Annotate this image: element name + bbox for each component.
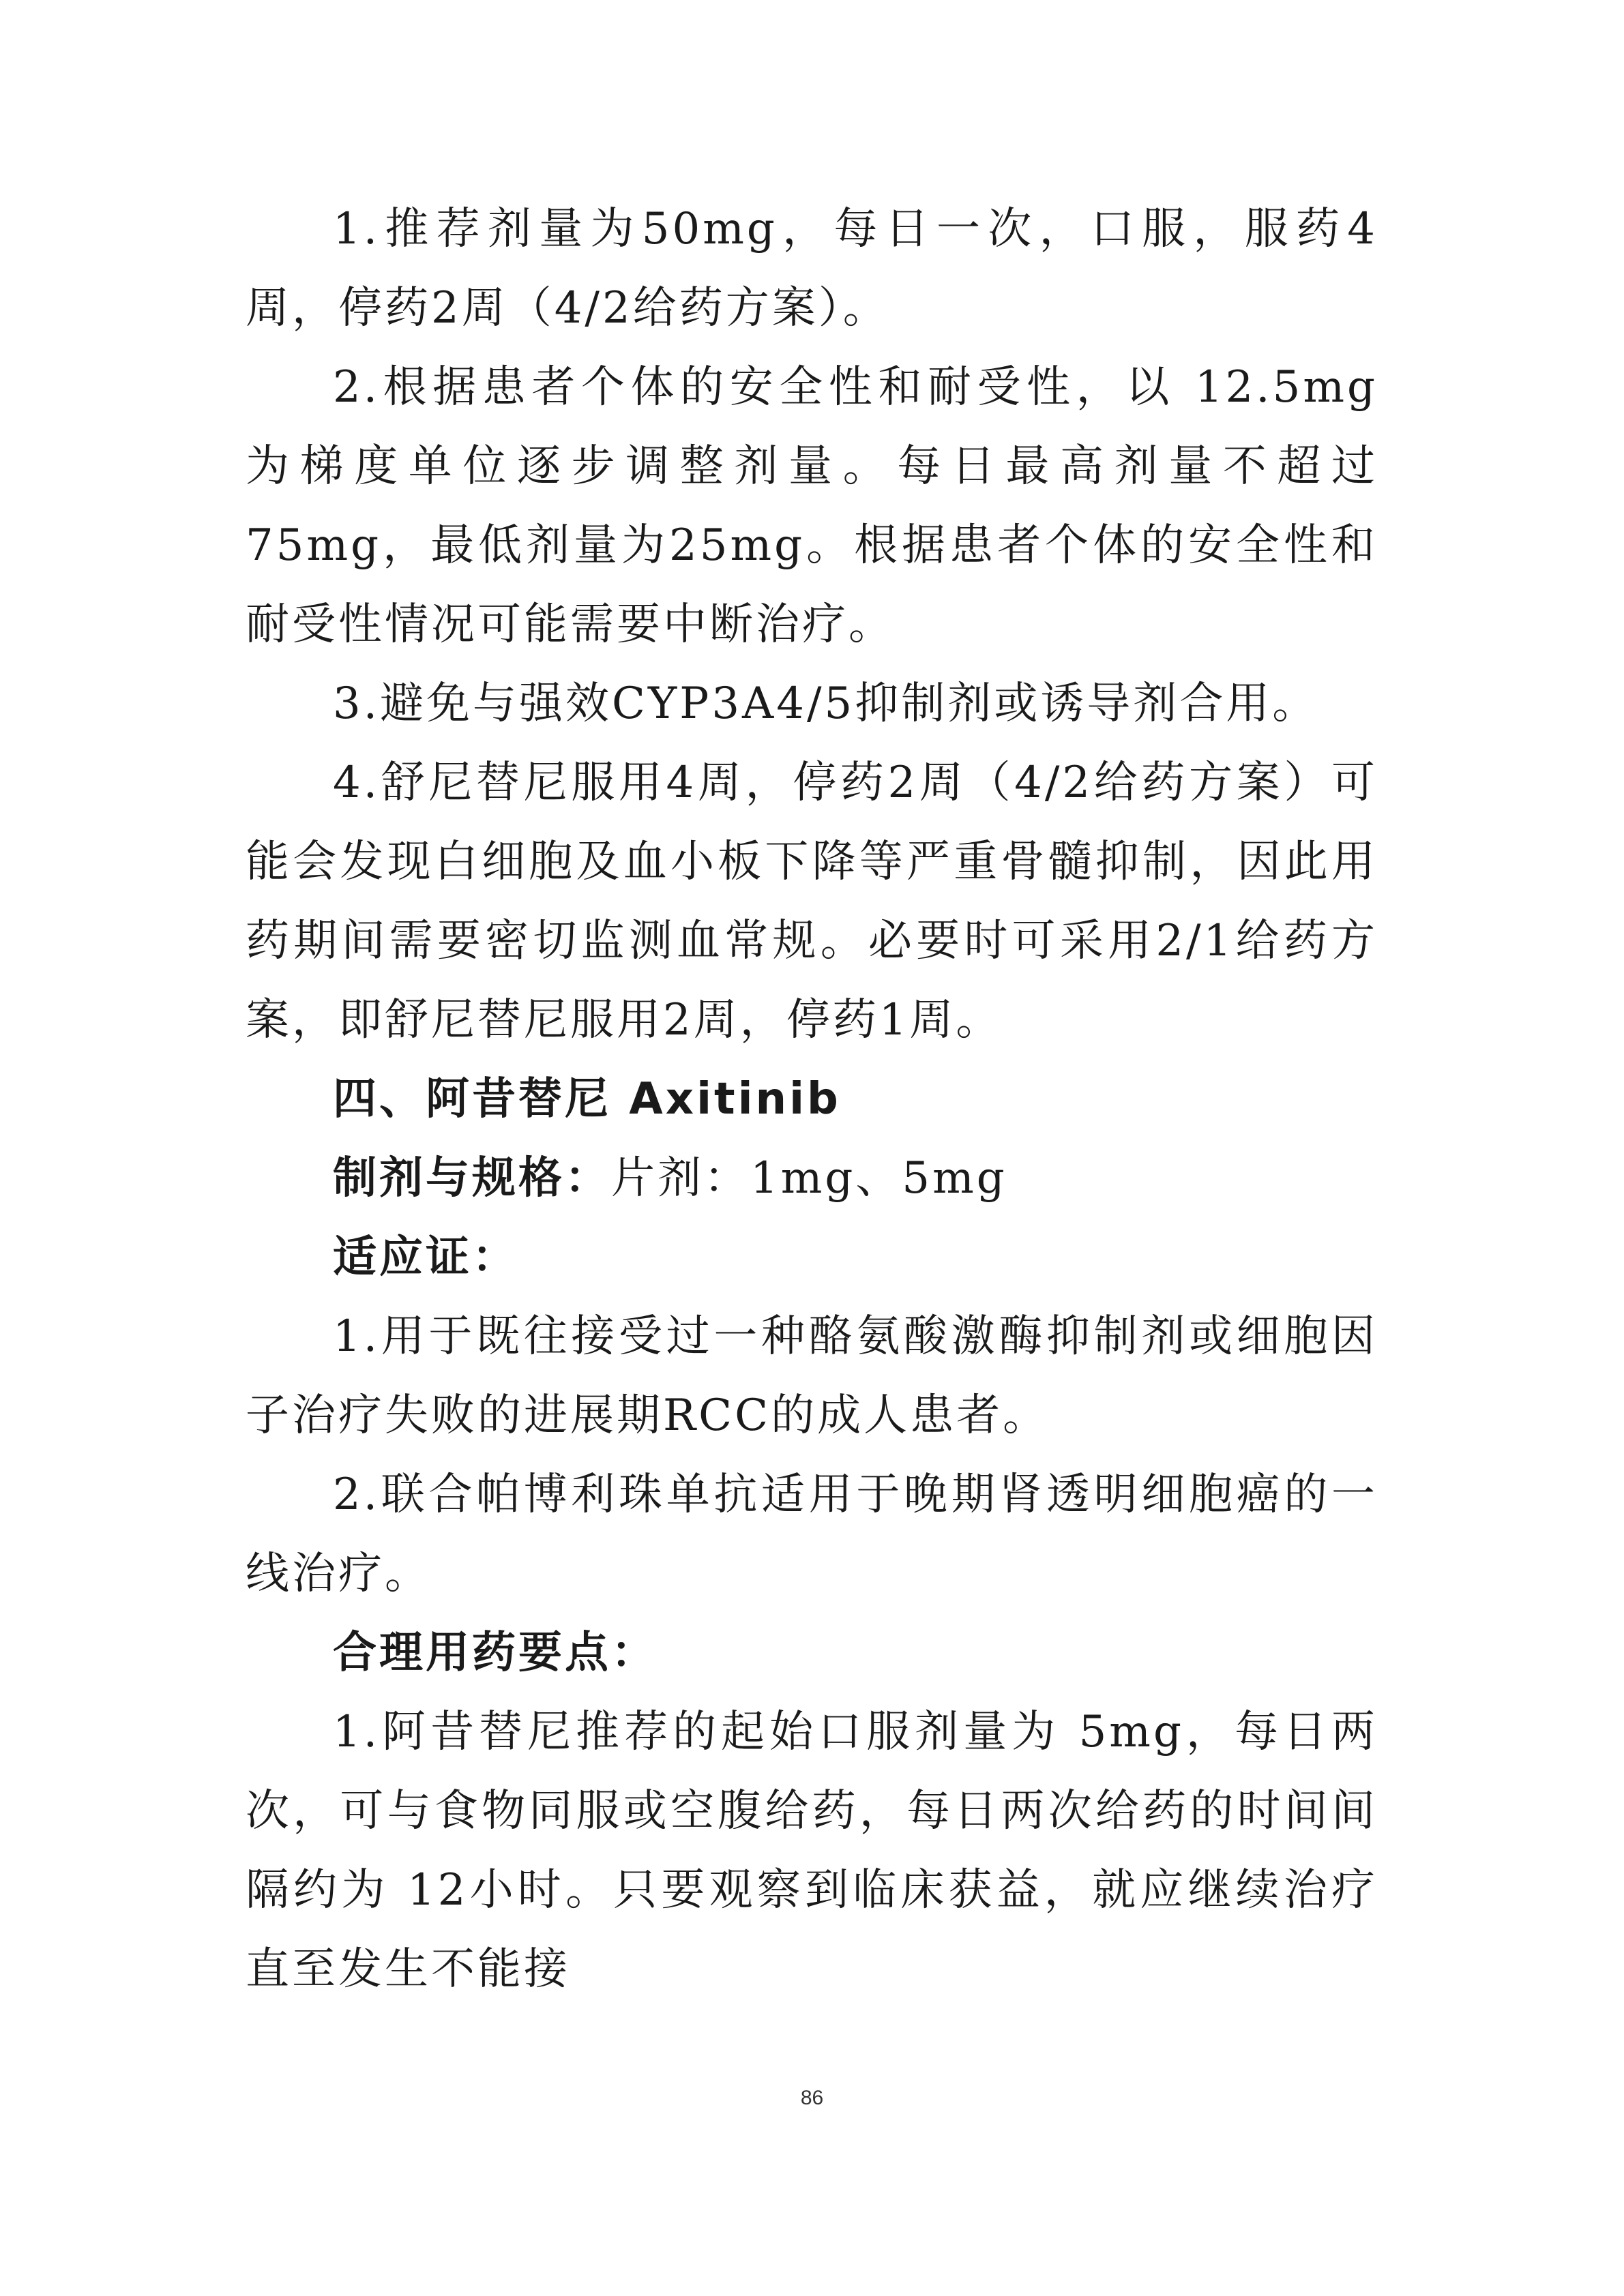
section-heading-axitinib: 四、阿昔替尼 Axitinib: [333, 1074, 841, 1124]
paragraph-dose-4: 4.舒尼替尼服用4周，停药2周（4/2给药方案）可能会发现白细胞及血小板下降等严重骨髓抑制，因此用药期间需要密切监测血常规。必要时可采用2/1给药方案，即舒尼替尼服用2周，停药1周。: [246, 758, 1378, 1045]
heading-rational-use: 合理用药要点：: [333, 1628, 658, 1678]
heading-indications: 适应证：: [333, 1232, 518, 1283]
paragraph-dose-1: 1.推荐剂量为50mg，每日一次，口服，服药4周，停药2周（4/2给药方案）。: [246, 204, 1378, 333]
paragraph-dose-2: 2.根据患者个体的安全性和耐受性，以 12.5mg 为梯度单位逐步调整剂量。每日最高剂量不超过75mg，最低剂量为25mg。根据患者个体的安全性和耐受性情况可能需要中断治疗。: [246, 362, 1378, 650]
formulation-label: 制剂与规格：: [333, 1153, 611, 1204]
paragraph-indication-2: 2.联合帕博利珠单抗适用于晚期肾透明细胞癌的一线治疗。: [246, 1470, 1378, 1599]
paragraph-rational-use-1: 1.阿昔替尼推荐的起始口服剂量为 5mg，每日两次，可与食物同服或空腹给药，每日两次给药的时间间隔约为 12小时。只要观察到临床获益，就应继续治疗直至发生不能接: [246, 1707, 1378, 1995]
formulation-value: 片剂：1mg、5mg: [611, 1153, 1007, 1204]
page-number: 86: [800, 2087, 824, 2109]
paragraph-dose-3: 3.避免与强效CYP3A4/5抑制剂或诱导剂合用。: [333, 679, 1319, 729]
paragraph-formulation: [246, 1139, 1378, 1218]
body-text: [246, 190, 1378, 2009]
paragraph-indication-1: 1.用于既往接受过一种酪氨酸激酶抑制剂或细胞因子治疗失败的进展期RCC的成人患者。: [246, 1311, 1378, 1441]
